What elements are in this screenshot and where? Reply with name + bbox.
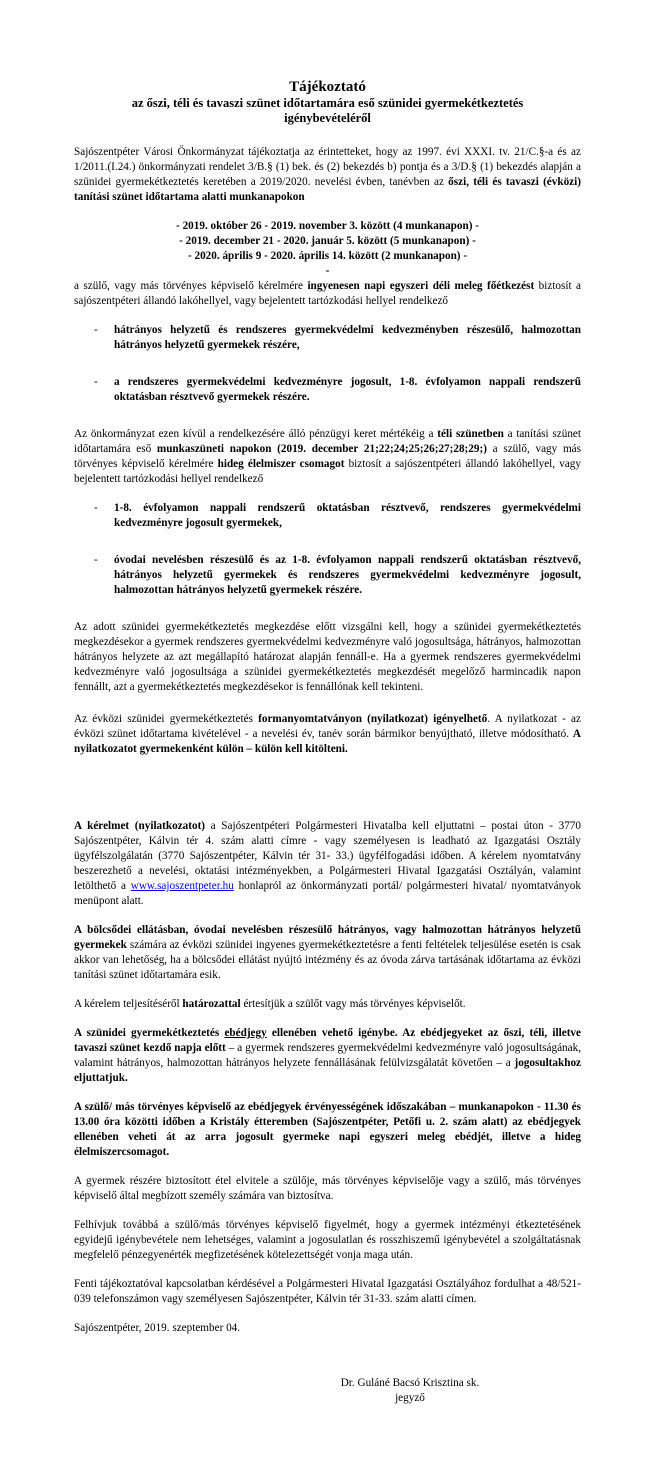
para2-text-c: a tanítási szünet időtartamára eső: [74, 428, 581, 455]
paragraph-winter-package: [74, 427, 581, 487]
intro-text: Sajószentpéter Városi Önkormányzat tájékoztatja az érintetteket, hogy az 1997. évi XXXI. tv. 21/C.§-a és az 1/2011.(I.24.) önkormányzati rendelet 3/B.§ (1) bek. és (2) bekezdés b) pontja és a 3/D.§ (1) bekezdés alapján a szünidei gyermekétkeztetés keretében a 2019/2020. nevelési évben, tanévben az: [74, 146, 581, 188]
para2-bold-d: munkaszüneti napokon (2019. december 21;22;24;25;26;27;28;29;): [156, 443, 487, 455]
para8-underlined-b: ebédjegy: [224, 1027, 267, 1039]
para5-bold-a: A kérelmet (nyilatkozatot): [74, 820, 206, 832]
signer-name: Dr. Guláné Bacsó Krisztina sk.: [340, 1377, 480, 1389]
bullet-dash: -: [94, 324, 98, 336]
paragraph-meal-provision: [74, 279, 581, 309]
para7-text-c: értesítjük a szülőt vagy más törvényes képviselőt.: [240, 998, 466, 1010]
para2-bold-b: téli szünetben: [437, 428, 504, 440]
paragraph-take-away: A gyermek részére biztosított étel elvitele a szülője, más törvényes képviselője vagy a szülő, más törvényes képviselő által megbízott személy számára van biztosítva.: [74, 1175, 581, 1202]
period-separator: -: [325, 265, 330, 277]
para8-text-d: – a gyermek rendszeres gyermekvédelmi kedvezményre való jogosultságának, valamint hátrányos, halmozottan hátrányos helyzete fennállásának felülvizsgálatát követően – a: [74, 1042, 581, 1069]
para7-text-a: A kérelem teljesítéséről: [74, 998, 183, 1010]
para4-bold-b: formanyomtatványon (nyilatkozat) igényelhető: [258, 713, 488, 725]
list-item-text: a rendszeres gyermekvédelmi kedvezményre jogosult, 1-8. évfolyamon nappali rendszerű oktatásban résztvevő gyermekek részére.: [114, 376, 581, 403]
para6-text-b: számára az évközi szünidei ingyenes gyermekétkeztetésre a fenti feltételek teljesülése esetén is csak akkor van lehetőség, ha a bölcsődei ellátást nyújtó intézmény és az óvoda zárva tartásának időtartama az évközi tanítási szünet időtartamára esik.: [74, 939, 581, 981]
list-item: [74, 323, 581, 353]
paragraph-pickup: A szülő/ más törvényes képviselő az ebédjegyek érvényességének időszakában – munkanapokon - 11.30 és 13.00 óra közötti időben a Kristály étteremben (Sajószentpéter, Petőfi u. 2. szám alatt) az ebédjegyek ellenében veheti át az arra jogosult gyermeke napi egyszeri meleg ebédjét, illetve a hideg élelmiszercsomagot.: [74, 1101, 581, 1158]
period-item: - 2020. április 9 - 2020. április 14. között (2 munkanapon) -: [187, 250, 468, 262]
para4-text-a: Az évközi szünidei gyermekétkeztetés: [74, 713, 259, 725]
bullet-dash: -: [94, 554, 98, 566]
para2-text-e: a szülő, vagy más törvényes képviselő kérelmére: [74, 443, 581, 470]
para8-bold-e: jogosultakhoz eljuttatjuk.: [74, 1057, 581, 1084]
intro-bold: őszi, téli és tavaszi (évközi) tanítási szünet időtartama alatti munkanapokon: [74, 176, 581, 203]
para2-text-a: Az önkormányzat ezen kívül a rendelkezésére álló pénzügyi keret mértékéig a: [74, 428, 438, 440]
para2-bold-f: hideg élelmiszer csomagot: [217, 458, 345, 470]
list-item: [74, 553, 581, 598]
paragraph-notice: Felhívjuk továbbá a szülő/más törvényes képviselő figyelmét, hogy a gyermek intézményi étkeztetésének egyidejű igénybevétele nem lehetséges, valamint a jogosulatlan és rosszhiszemű igénybevétel a szolgáltatásnak megfelelő pénzegyenérték megfizetésének kötelezettségét vonja maga után.: [74, 1219, 581, 1261]
website-link[interactable]: www.sajoszentpeter.hu: [130, 880, 234, 892]
subtitle-line-2: igénybevételéről: [284, 111, 371, 125]
signer-role: jegyző: [395, 1392, 425, 1404]
para5-text-c: honlapról az önkormányzati portál/ polgármesteri hivatal/ nyomtatványok menüpont alatt.: [74, 880, 581, 907]
place-and-date: Sajószentpéter, 2019. szeptember 04.: [74, 1322, 241, 1334]
eligibility-list-1: [74, 323, 581, 405]
list-item-text: hátrányos helyzetű és rendszeres gyermekvédelmi kedvezményben részesülő, halmozottan hátrányos helyzetű gyermekek részére,: [114, 324, 581, 351]
intro-paragraph: [74, 145, 581, 205]
paragraph-submission: [74, 819, 581, 909]
list-item-text: 1-8. évfolyamon nappali rendszerű oktatásban résztvevő, rendszeres gyermekvédelmi kedvezményre jogosult gyermekek,: [114, 502, 581, 529]
subtitle-line-1: az őszi, téli és tavaszi szünet időtartamára eső szünidei gyermekétkeztetés: [131, 96, 524, 110]
para6-bold-a: A bölcsődei ellátásban, óvodai nevelésben részesülő hátrányos, vagy halmozottan hátrányos helyzetű gyermekek: [74, 924, 581, 951]
paragraph-decision: [74, 997, 581, 1012]
para1-bold: ingyenesen napi egyszeri déli meleg főétkezést: [307, 280, 535, 292]
para1-text-a: a szülő, vagy más törvényes képviselő kérelmére: [74, 280, 308, 292]
para4-bold-d: A nyilatkozatot gyermekenként külön – külön kell kitölteni.: [74, 728, 581, 755]
bullet-dash: -: [94, 376, 98, 388]
para8-bold-a: A szünidei gyermekétkeztetés: [74, 1027, 225, 1039]
paragraph-contact: Fenti tájékoztatóval kapcsolatban kérdésével a Polgármesteri Hivatal Igazgatási Osztályához fordulhat a 48/521-039 telefonszámon vagy személyesen Sajószentpéter, Kálvin tér 31-33. szám alatti címen.: [74, 1278, 581, 1305]
period-item: - 2019. október 26 - 2019. november 3. között (4 munkanapon) -: [176, 220, 479, 232]
eligibility-list-2: [74, 501, 581, 598]
para8-bold-c: ellenében vehető igénybe. Az ebédjegyeket az őszi, téli, illetve tavaszi szünet kezdő napja előtt: [74, 1027, 581, 1054]
list-item: [74, 501, 581, 531]
list-item-text: óvodai nevelésben részesülő és az 1-8. évfolyamon nappali rendszerű oktatásban résztvevő, hátrányos helyzetű gyermekek és rendszeres gyermekvédelmi kedvezményre jogosult, halmozottan hátrányos helyzetű gyermekek részére.: [114, 554, 581, 596]
paragraph-nursery: [74, 923, 581, 983]
para4-text-c: . A nyilatkozat - az évközi szünet időtartama kivételével - a nevelési év, tanév során bármikor benyújtható, illetve módosítható.: [74, 713, 581, 740]
period-item: - 2019. december 21 - 2020. január 5. között (5 munkanapon) -: [179, 235, 476, 247]
signature-block: [300, 1376, 520, 1406]
period-list: [74, 219, 581, 279]
paragraph-meal-ticket: [74, 1026, 581, 1086]
para5-text-b: a Sajószentpéteri Polgármesteri Hivatalba kell eljuttatni – postai úton - 3770 Sajószentpéter, Kálvin tér 4. szám alatti címre - vagy személyesen is leadható az Igazgatási Osztály ügyfélszolgálatán (3770 Sajószentpéter, Kálvin tér 31- 33.) ügyfélfogadási időben. A kérelem nyomtatvány beszerezhető a nevelési, oktatási intézményekben, a Polgármesteri Hivatal Igazgatási Osztályán, valamint letölthető a: [74, 820, 581, 892]
paragraph-eligibility-check: Az adott szünidei gyermekétkeztetés megkezdése előtt vizsgálni kell, hogy a szünidei gyermekétkeztetés megkezdésekor a gyermek rendszeres gyermekvédelmi kedvezményre való jogosultsága, hátrányos, halmozottan hátrányos helyzete az azt megállapító határozat alapján fennáll-e. Ha a gyermek rendszeres gyermekvédelmi kedvezményre való jogosultsága a szünidei gyermekétkeztetés megkezdését megelőző harmincadik napon fennállt, azt a gyermekétkeztetés megkezdésekor is fennállónak kell tekinteni.: [74, 621, 581, 693]
document-title: Tájékoztató: [289, 79, 366, 95]
para2-text-g: biztosít a sajószentpéteri állandó lakóhellyel, vagy bejelentett tartózkodási hellyel rendelkező: [74, 458, 581, 485]
paragraph-form: [74, 712, 581, 757]
para1-text-c: biztosít a sajószentpéteri állandó lakóhellyel, vagy bejelentett tartózkodási hellyel rendelkező: [74, 280, 582, 307]
bullet-dash: -: [94, 502, 98, 514]
para7-bold-b: határozattal: [182, 998, 241, 1010]
document-subtitle: [74, 96, 581, 126]
list-item: [74, 375, 581, 405]
